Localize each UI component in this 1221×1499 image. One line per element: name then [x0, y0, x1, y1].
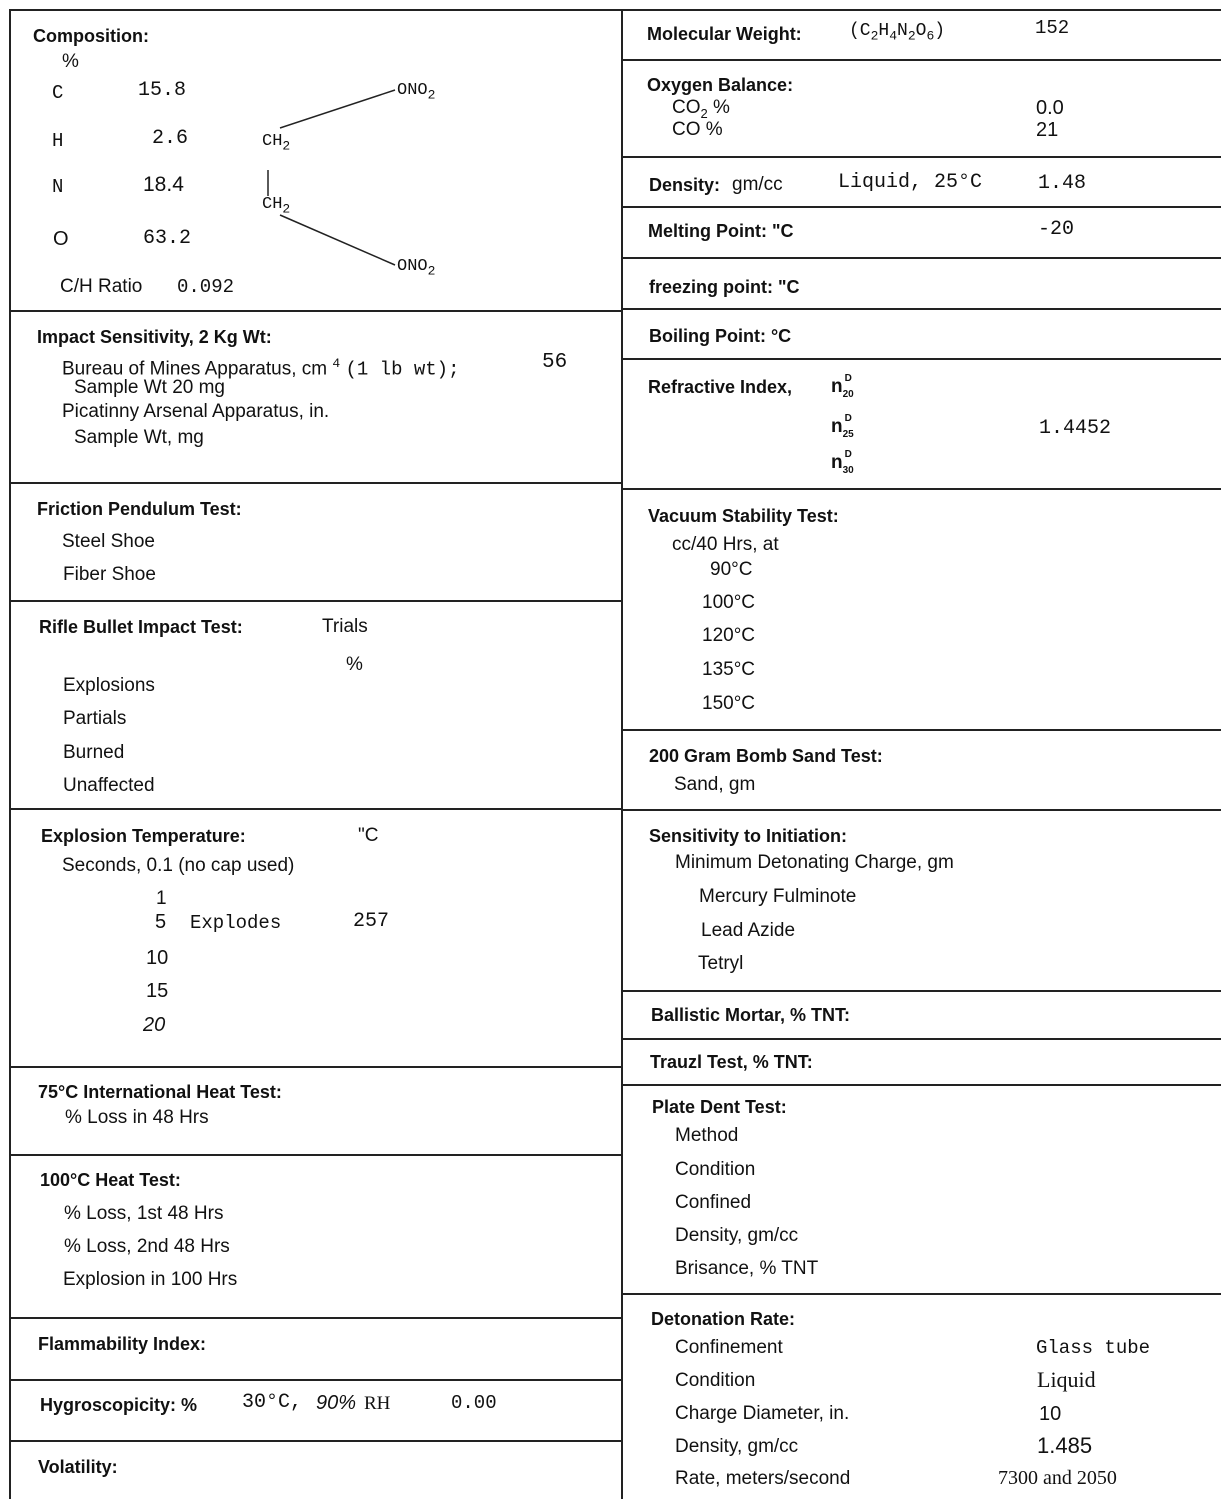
right-divider	[621, 1084, 1221, 1086]
plate-dent-title: Plate Dent Test:	[652, 1097, 787, 1117]
trauzl-title: Trauzl Test, % TNT:	[650, 1052, 813, 1072]
element-value: 18.4	[143, 173, 184, 196]
nitrate-group-bottom: $ONO_2$	[397, 257, 436, 279]
right-divider	[621, 729, 1221, 731]
left-divider	[9, 808, 622, 810]
detonation-label: Confinement	[675, 1337, 783, 1358]
refractive-n25: n D $_{25}$	[831, 413, 854, 440]
vacuum-temp: 100°C	[702, 592, 756, 613]
density-value: 1.48	[1038, 172, 1087, 195]
left-divider	[9, 1066, 622, 1068]
methylene-group-bottom: $CH_2$	[262, 195, 291, 217]
rifle-result-label: Explosions	[63, 675, 155, 696]
density-unit: gm/cc	[732, 174, 783, 195]
mol-weight-title: Molecular Weight:	[647, 24, 802, 44]
rifle-title: Rifle Bullet Impact Test:	[39, 617, 243, 637]
co-value: 21	[1036, 119, 1059, 141]
explodes-value: 257	[353, 910, 390, 933]
plate-dent-row: Condition	[675, 1159, 756, 1180]
element-value: 63.2	[143, 227, 192, 250]
co-label: CO %	[672, 119, 723, 140]
left-divider	[9, 310, 622, 312]
pa-apparatus-label: Picatinny Arsenal Apparatus, in.	[62, 401, 330, 422]
element-value: 2.6	[152, 127, 189, 150]
element-symbol: C	[52, 82, 64, 104]
detonation-value: 10	[1039, 1403, 1062, 1425]
seconds-row: 1	[156, 888, 167, 909]
impact-title: Impact Sensitivity, 2 Kg Wt:	[37, 327, 272, 347]
refractive-index-title: Refractive Index,	[648, 377, 793, 397]
element-symbol: H	[52, 130, 64, 152]
right-divider	[621, 59, 1221, 61]
seconds-row: 5	[155, 911, 167, 933]
co2-label: $CO_2$ %	[672, 97, 730, 121]
melting-point-title: Melting Point: "C	[648, 221, 794, 241]
right-divider	[621, 990, 1221, 992]
left-divider	[9, 1379, 622, 1381]
frame-left-line	[9, 9, 11, 1499]
bom-value: 56	[542, 351, 568, 374]
intl-heat-loss: % Loss in 48 Hrs	[65, 1107, 209, 1128]
initiation-title: Sensitivity to Initiation:	[649, 826, 848, 846]
left-divider	[9, 600, 622, 602]
refractive-n30: n D $_{30}$	[831, 449, 854, 476]
friction-title: Friction Pendulum Test:	[37, 499, 242, 519]
seconds-row: 10	[146, 947, 169, 969]
sample-weight-bom: Sample Wt 20 mg	[74, 377, 225, 398]
vacuum-temp: 150°C	[702, 693, 756, 714]
seconds-label: Seconds, 0.1 (no cap used)	[62, 855, 295, 876]
hygroscopicity-value: 0.00	[451, 1392, 497, 1414]
vacuum-stability-title: Vacuum Stability Test:	[648, 506, 839, 526]
oxygen-balance-title: Oxygen Balance:	[647, 75, 794, 95]
plate-dent-row: Confined	[675, 1192, 752, 1213]
mol-weight-formula: $(C_2H_4N_2O_6)$	[849, 21, 946, 44]
left-divider	[9, 482, 622, 484]
ballistic-mortar-title: Ballistic Mortar, % TNT:	[651, 1005, 851, 1025]
detonation-title: Detonation Rate:	[651, 1309, 795, 1329]
sample-weight-pa: Sample Wt, mg	[74, 427, 204, 448]
right-divider	[621, 156, 1221, 158]
bomb-sand-label: Sand, gm	[674, 774, 756, 795]
heat100-explosion: Explosion in 100 Hrs	[63, 1269, 238, 1290]
structural-formula	[250, 70, 470, 285]
right-divider	[621, 308, 1221, 310]
detonation-label: Charge Diameter, in.	[675, 1403, 850, 1424]
boiling-point-title: Boiling Point: °C	[649, 326, 792, 346]
left-divider	[9, 1154, 622, 1156]
left-divider	[9, 1317, 622, 1319]
rifle-result-label: Burned	[63, 742, 125, 763]
heat100-title: 100°C Heat Test:	[40, 1170, 181, 1190]
element-symbol: O	[53, 228, 69, 250]
vacuum-temp: 120°C	[702, 625, 756, 646]
detonation-label: Rate, meters/second	[675, 1468, 851, 1489]
initiation-min-charge: Minimum Detonating Charge, gm	[675, 852, 954, 873]
heat100-loss-second: % Loss, 2nd 48 Hrs	[64, 1236, 230, 1257]
right-divider	[621, 1038, 1221, 1040]
left-divider	[9, 1440, 622, 1442]
intl-heat-title: 75°C International Heat Test:	[38, 1082, 282, 1102]
fiber-shoe-label: Fiber Shoe	[63, 564, 156, 585]
refractive-value-25: 1.4452	[1039, 417, 1112, 440]
vacuum-temp: 90°C	[710, 559, 753, 580]
seconds-row: 20	[143, 1014, 166, 1036]
freezing-point-title: freezing point: "C	[649, 277, 800, 297]
detonation-label: Condition	[675, 1370, 756, 1391]
element-value: 15.8	[138, 79, 187, 102]
bomb-test-title: 200 Gram Bomb Sand Test:	[649, 746, 883, 766]
hygroscopicity-rh-percent: 90%	[316, 1392, 357, 1414]
melting-point-value: -20	[1038, 218, 1075, 241]
right-divider	[621, 1293, 1221, 1295]
composition-title: Composition:	[33, 26, 149, 46]
density-condition: Liquid, 25°C	[838, 171, 983, 194]
vacuum-temp: 135°C	[702, 659, 756, 680]
composition-percent-header: %	[62, 51, 79, 72]
column-divider	[621, 9, 623, 1499]
right-divider	[621, 257, 1221, 259]
vacuum-sub: cc/40 Hrs, at	[672, 534, 779, 555]
rifle-percent-header: %	[346, 654, 363, 675]
seconds-row: 15	[146, 980, 169, 1002]
co2-value: 0.0	[1036, 97, 1064, 119]
right-divider	[621, 206, 1221, 208]
explosion-temp-unit: "C	[358, 825, 379, 846]
plate-dent-row: Method	[675, 1125, 739, 1146]
explosion-temp-title: Explosion Temperature:	[41, 826, 246, 846]
hygroscopicity-title: Hygroscopicity: %	[40, 1395, 198, 1415]
hygroscopicity-temp: 30°C,	[242, 1391, 303, 1414]
right-divider	[621, 358, 1221, 360]
initiation-row: Mercury Fulminote	[699, 886, 857, 907]
refractive-n20: n D $_{20}$	[831, 373, 854, 400]
frame-top-line	[9, 9, 1221, 11]
detonation-value: 7300 and 2050	[998, 1467, 1117, 1489]
detonation-value: 1.485	[1037, 1433, 1093, 1458]
plate-dent-row: Density, gm/cc	[675, 1225, 799, 1246]
flammability-title: Flammability Index:	[38, 1334, 207, 1354]
steel-shoe-label: Steel Shoe	[62, 531, 155, 552]
mol-weight-value: 152	[1035, 17, 1070, 39]
detonation-label: Density, gm/cc	[675, 1436, 799, 1457]
explodes-label: Explodes	[190, 912, 282, 934]
plate-dent-row: Brisance, % TNT	[675, 1258, 819, 1279]
volatility-title: Volatility:	[38, 1457, 118, 1477]
ch-ratio-value: 0.092	[177, 276, 235, 298]
initiation-row: Lead Azide	[701, 920, 796, 941]
methylene-group-top: $CH_2$	[262, 132, 291, 154]
right-divider	[621, 809, 1221, 811]
ch-ratio-label: C/H Ratio	[60, 276, 143, 297]
initiation-row: Tetryl	[698, 953, 744, 974]
rifle-result-label: Unaffected	[63, 775, 155, 796]
hygroscopicity-rh: RH	[364, 1393, 391, 1414]
element-symbol: N	[52, 176, 64, 198]
nitrate-group-top: $ONO_2$	[397, 81, 436, 103]
density-title: Density:	[649, 175, 721, 195]
heat100-loss-first: % Loss, 1st 48 Hrs	[64, 1203, 224, 1224]
rifle-result-label: Partials	[63, 708, 127, 729]
right-divider	[621, 488, 1221, 490]
detonation-value: Liquid	[1037, 1367, 1096, 1392]
detonation-value: Glass tube	[1036, 1337, 1151, 1359]
bom-apparatus-label: Bureau of Mines Apparatus, cm $^4$ (1 lb wt);	[62, 356, 460, 381]
rifle-trials-label: Trials	[322, 616, 368, 637]
